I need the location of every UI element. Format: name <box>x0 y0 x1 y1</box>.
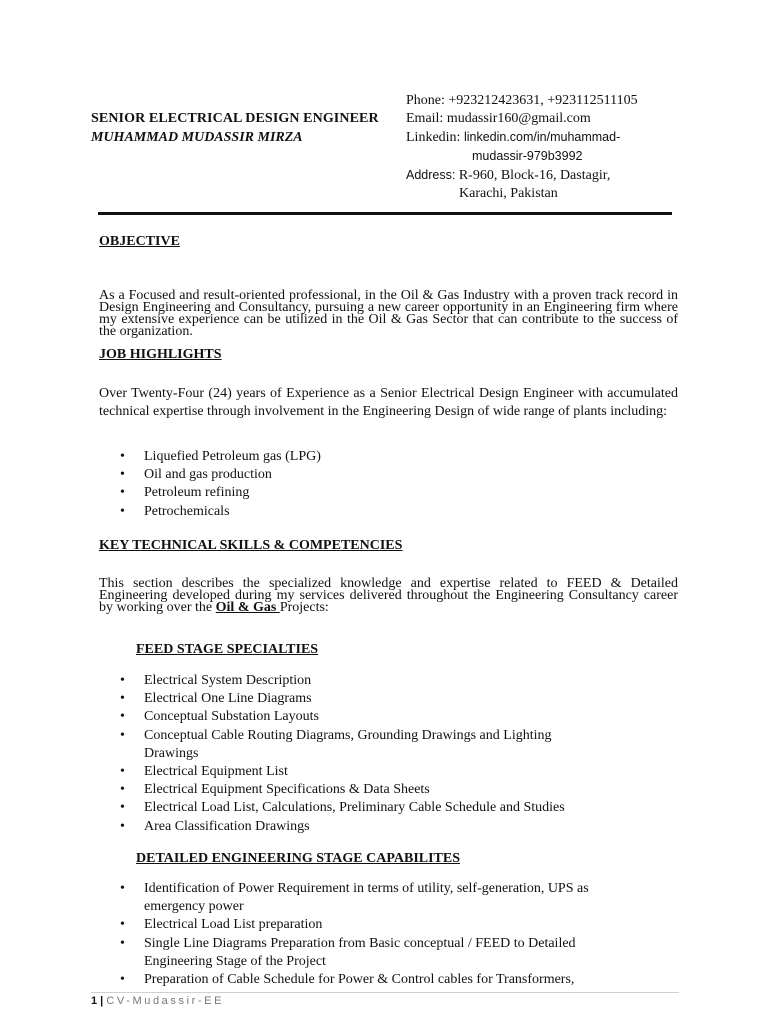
detailed-item: • Identification of Power Requirement in terms of utility, self-generation, UPS as emergency power <box>119 880 614 916</box>
contact-block <box>406 92 638 203</box>
feed-item: • Electrical Equipment List <box>119 763 609 781</box>
address-line <box>406 166 638 185</box>
detailed-item: • Single Line Diagrams Preparation from Basic conceptual / FEED to Detailed Engineering Stage of the Project <box>119 935 614 971</box>
skills-text-emphasis: Oil & Gas <box>215 600 280 615</box>
linkedin-line-2 <box>406 147 638 166</box>
candidate-name: MUHAMMAD MUDASSIR MIRZA <box>91 130 303 145</box>
detailed-list <box>119 880 614 989</box>
address-label: Address: <box>406 168 456 182</box>
footer-divider <box>91 992 679 993</box>
skills-text-after: Projects: <box>279 600 329 615</box>
highlight-item: • Petrochemicals <box>119 503 321 521</box>
highlight-item: • Liquefied Petroleum gas (LPG) <box>119 448 321 466</box>
phone-label: Phone: <box>406 93 445 108</box>
detailed-heading: DETAILED ENGINEERING STAGE CAPABILITES <box>136 851 461 866</box>
objective-text: As a Focused and result-oriented professional, in the Oil & Gas Industry with a proven track record in Design Engineering and Consultancy, pursuing a new career opportunity in an Engineering firm where my extensive experience can be utilized in the Oil & Gas Sector that can contribute to the success of the organization. <box>99 288 678 339</box>
email-line <box>406 110 638 128</box>
page-number: 1 <box>91 995 98 1007</box>
linkedin-label: Linkedin: <box>406 130 461 145</box>
email-label: Email: <box>406 111 444 126</box>
skills-heading: KEY TECHNICAL SKILLS & COMPETENCIES <box>99 538 403 553</box>
address-value-1: R-960, Block-16, Dastagir, <box>458 168 611 183</box>
address-value-2: Karachi, Pakistan <box>459 186 558 201</box>
feed-heading: FEED STAGE SPECIALTIES <box>136 642 319 657</box>
feed-item: • Electrical System Description <box>119 672 609 690</box>
email-value[interactable]: mudassir160@gmail.com <box>446 111 591 126</box>
job-title: SENIOR ELECTRICAL DESIGN ENGINEER <box>91 111 379 126</box>
feed-item: • Electrical Load List, Calculations, Preliminary Cable Schedule and Studies <box>119 799 609 817</box>
job-highlights-list <box>119 448 321 521</box>
highlight-item: • Petroleum refining <box>119 484 321 502</box>
skills-text-before: This section describes the specialized knowledge and expertise related to FEED & Detailed Engineering developed during my services delivered throughout the Engineering Consultancy career by working over the <box>99 576 678 615</box>
feed-list <box>119 672 609 836</box>
header-left <box>91 109 379 147</box>
highlight-item: • Oil and gas production <box>119 466 321 484</box>
job-highlights-text: Over Twenty-Four (24) years of Experience as a Senior Electrical Design Engineer with accumulated technical expertise through involvement in the Engineering Design of wide range of plants including: <box>99 386 678 419</box>
feed-item: • Area Classification Drawings <box>119 818 609 836</box>
skills-text <box>99 578 678 614</box>
feed-item: • Electrical Equipment Specifications & Data Sheets <box>119 781 609 799</box>
page-footer <box>91 995 224 1007</box>
objective-heading: OBJECTIVE <box>99 234 180 249</box>
footer-separator: | <box>97 995 107 1007</box>
linkedin-value-1[interactable]: linkedin.com/in/muhammad- <box>463 130 621 144</box>
detailed-item: • Electrical Load List preparation <box>119 916 614 934</box>
detailed-item: • Preparation of Cable Schedule for Power & Control cables for Transformers, <box>119 971 614 989</box>
job-highlights-heading: JOB HIGHLIGHTS <box>99 347 222 362</box>
address-line-2 <box>406 185 638 203</box>
linkedin-value-2[interactable]: mudassir-979b3992 <box>472 149 583 163</box>
feed-item: • Conceptual Substation Layouts <box>119 708 609 726</box>
linkedin-line <box>406 128 638 147</box>
header-divider <box>98 212 672 215</box>
feed-item: • Electrical One Line Diagrams <box>119 690 609 708</box>
footer-doc-name: CV-Mudassir-EE <box>106 995 225 1007</box>
feed-item: • Conceptual Cable Routing Diagrams, Grounding Drawings and Lighting Drawings <box>119 727 609 763</box>
phone-value: +923212423631, +923112511105 <box>448 93 638 108</box>
phone-line <box>406 92 638 110</box>
